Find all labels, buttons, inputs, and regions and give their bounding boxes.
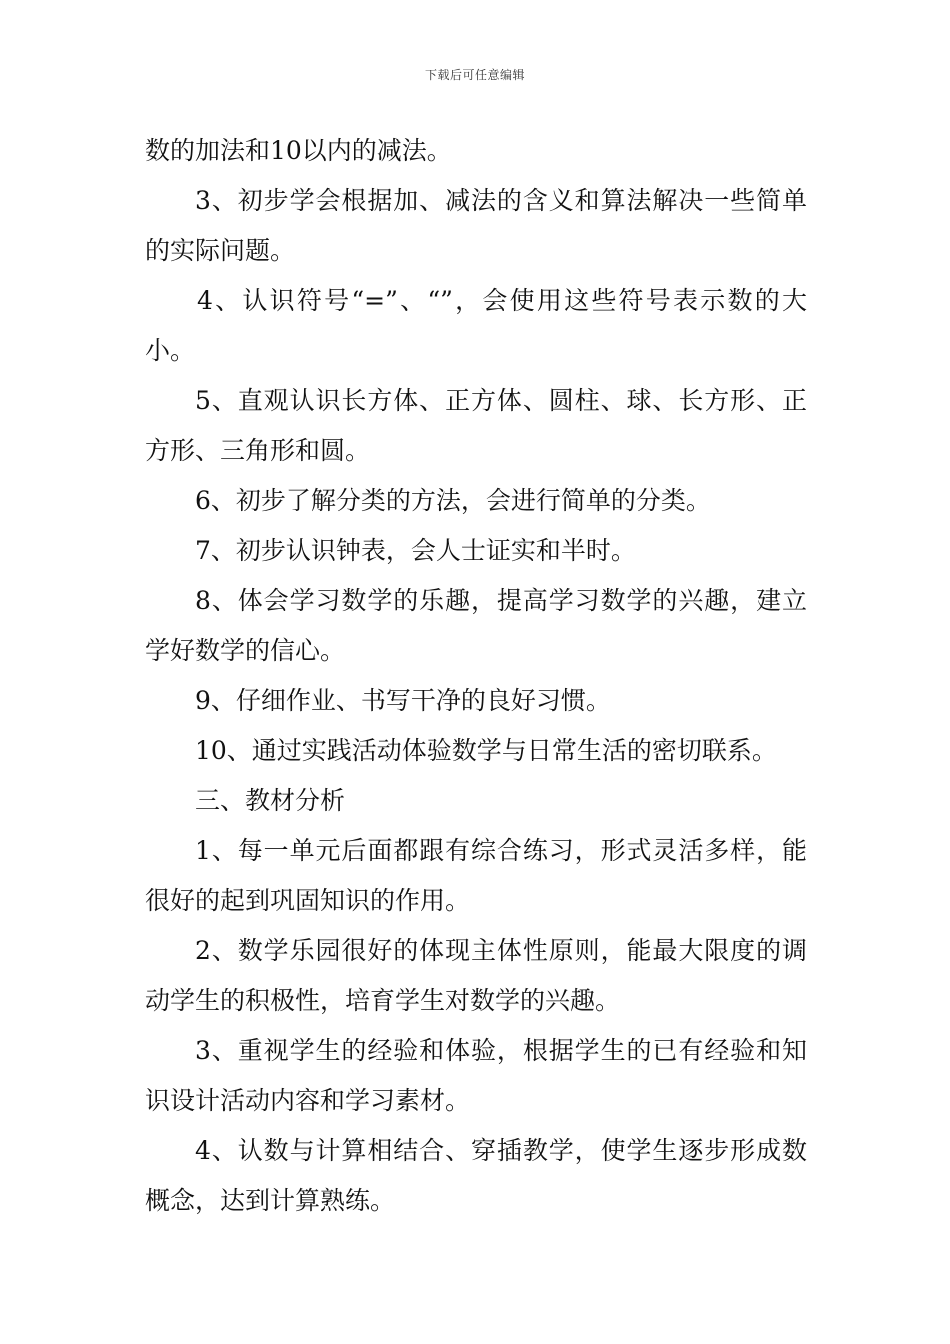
paragraph-3: 4、认识符号“=”、“”，会使用这些符号表示数的大小。: [145, 286, 807, 365]
paragraph-4: 5、直观认识长方体、正方体、圆柱、球、长方形、正方形、三角形和圆。: [145, 386, 807, 465]
document-body: [145, 126, 807, 1226]
paragraph-7: 8、体会学习数学的乐趣，提高学习数学的兴趣，建立学好数学的信心。: [145, 586, 807, 665]
paragraph-12: 3、重视学生的经验和体验，根据学生的已有经验和知识设计活动内容和学习素材。: [145, 1036, 807, 1115]
paragraph-9: 10、通过实践活动体验数学与日常生活的密切联系。: [195, 736, 777, 765]
section-heading: 三、教材分析: [195, 786, 346, 815]
paragraph-11: 2、数学乐园很好的体现主体性原则，能最大限度的调动学生的积极性，培育学生对数学的兴趣。: [145, 936, 807, 1015]
paragraph-2: 3、初步学会根据加、减法的含义和算法解决一些简单的实际问题。: [145, 186, 807, 265]
paragraph-1: 数的加法和10以内的减法。: [145, 136, 452, 165]
paragraph-8: 9、仔细作业、书写干净的良好习惯。: [195, 686, 611, 715]
paragraph-10: 1、每一单元后面都跟有综合练习，形式灵活多样，能很好的起到巩固知识的作用。: [145, 836, 807, 915]
page-header: 下载后可任意编辑: [424, 68, 525, 82]
paragraph-6: 7、初步认识钟表，会人士证实和半时。: [195, 536, 636, 565]
paragraph-13: 4、认数与计算相结合、穿插教学，使学生逐步形成数概念，达到计算熟练。: [145, 1136, 807, 1215]
paragraph-5: 6、初步了解分类的方法，会进行简单的分类。: [195, 486, 711, 515]
